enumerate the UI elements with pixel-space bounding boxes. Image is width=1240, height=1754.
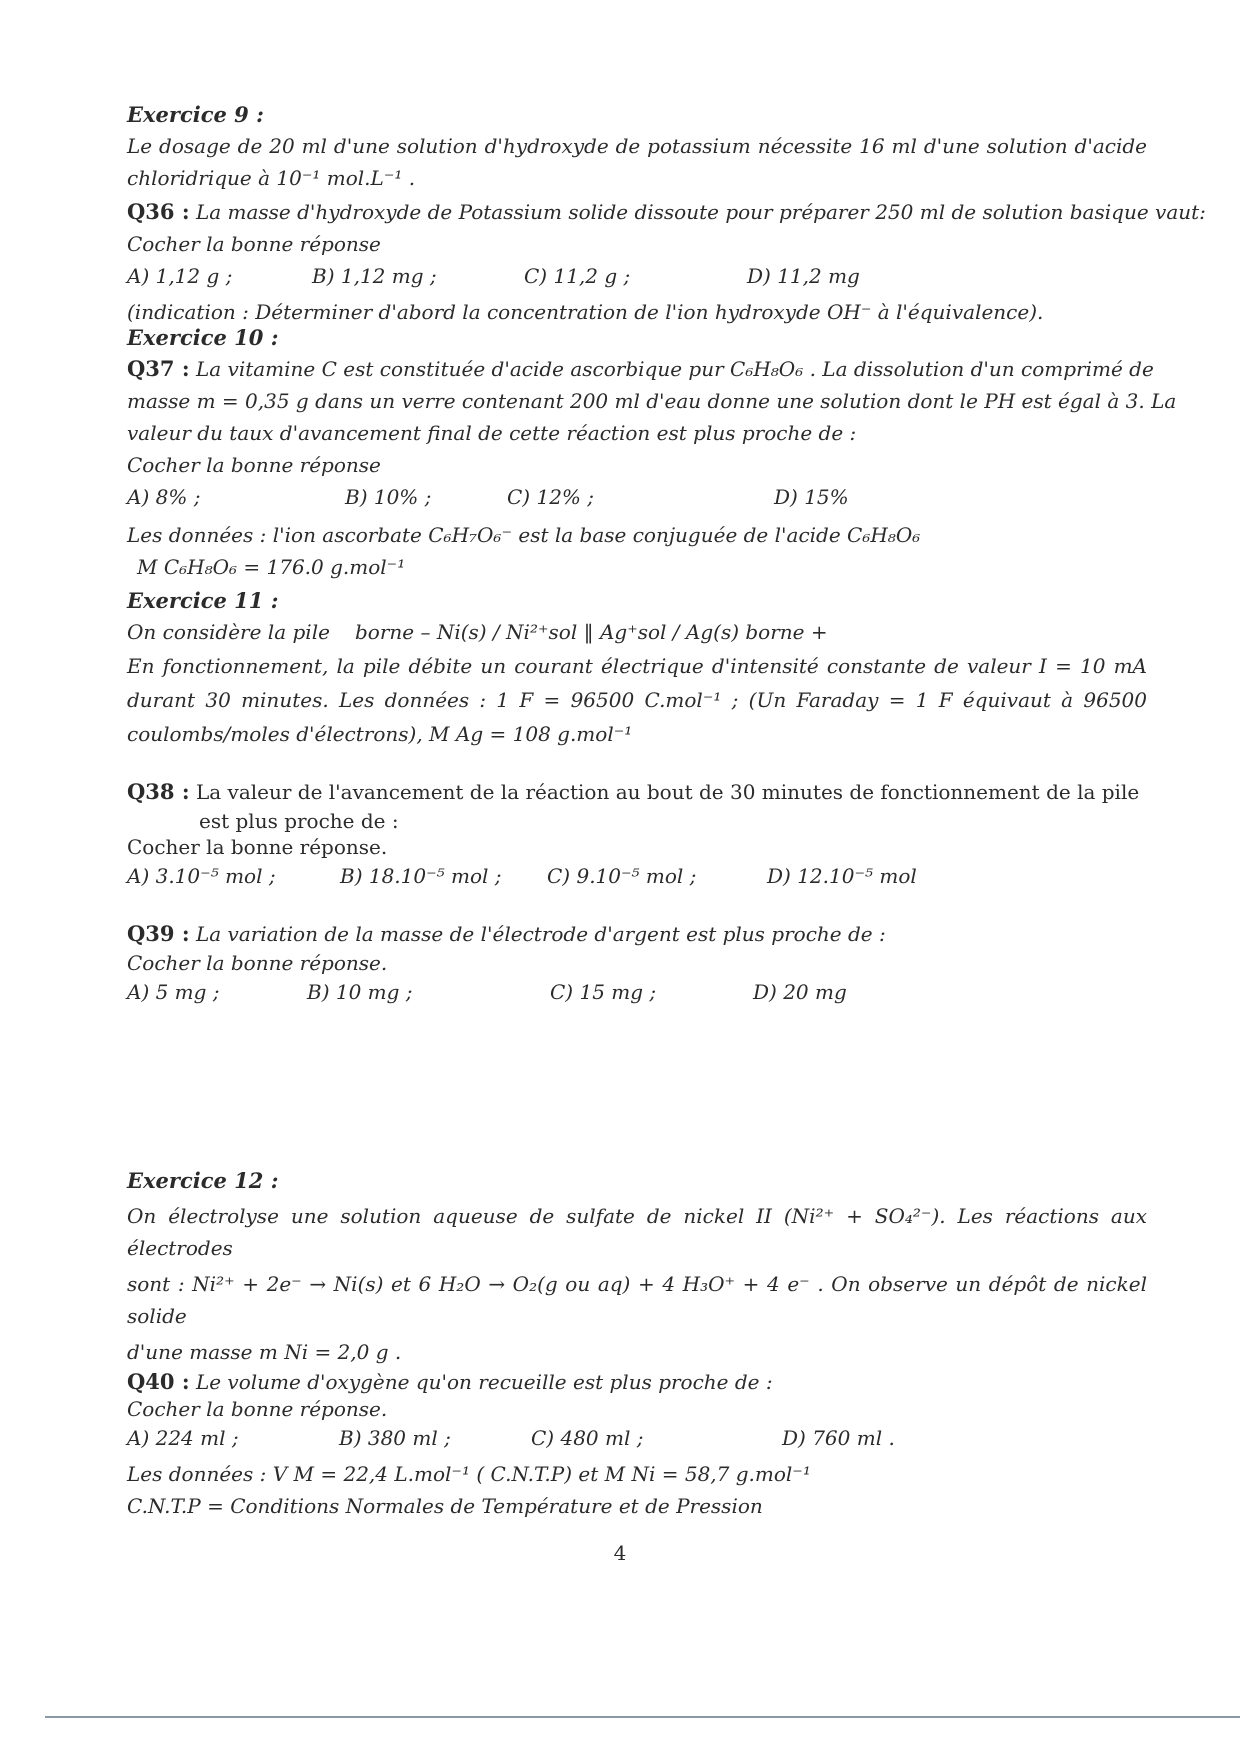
question-36-text: La masse d'hydroxyde de Potassium solide dissoute pour préparer 250 ml de solution basique vaut: [195, 200, 1206, 224]
choice-d[interactable]: D) 12.10⁻⁵ mol [767, 864, 917, 888]
question-36-label: Q36 : [127, 199, 190, 224]
question-37-text-1: La vitamine C est constituée d'acide ascorbique pur C₆H₈O₆ . La dissolution d'un comprimé de [195, 357, 1154, 381]
exercise-10-data-2: M C₆H₈O₆ = 176.0 g.mol⁻¹ [137, 555, 406, 579]
exercise-12-line-3: d'une masse m Ni = 2,0 g . [127, 1340, 402, 1364]
exercise-11-pile [127, 616, 1147, 648]
choice-a[interactable]: A) 8% ; [127, 485, 201, 509]
choice-b[interactable]: B) 18.10⁻⁵ mol ; [340, 864, 502, 888]
exercise-9-title: Exercice 9 : [127, 102, 264, 127]
choice-c[interactable]: C) 480 ml ; [531, 1426, 644, 1450]
question-36-instruction: Cocher la bonne réponse [127, 232, 381, 256]
choice-a[interactable]: A) 224 ml ; [127, 1426, 239, 1450]
exercise-11-para-3: coulombs/moles d'électrons), M Ag = 108 g.mol⁻¹ [127, 722, 633, 746]
exercise-12 [127, 1166, 1147, 1522]
question-37-text-2: masse m = 0,35 g dans un verre contenant 200 ml d'eau donne une solution dont le PH est égal à 3. La [127, 389, 1177, 413]
question-37-instruction: Cocher la bonne réponse [127, 453, 381, 477]
exercise-9-stem-line-1: Le dosage de 20 ml d'une solution d'hydroxyde de potassium nécessite 16 ml d'une solution d'acide [127, 134, 1147, 158]
question-40-instruction: Cocher la bonne réponse. [127, 1397, 388, 1421]
question-39 [127, 918, 1147, 950]
question-37-choices [127, 481, 1147, 513]
exercise-11-para-2: durant 30 minutes. Les données : 1 F = 96500 C.mol⁻¹ ; (Un Faraday = 1 F équivaut à 96500 [127, 688, 1147, 712]
exercise-11 [127, 586, 1147, 1008]
choice-a[interactable]: A) 5 mg ; [127, 980, 220, 1004]
exercise-10-data-1: Les données : l'ion ascorbate C₆H₇O₆⁻ est la base conjuguée de l'acide C₆H₈O₆ [127, 523, 921, 547]
question-40-text: Le volume d'oxygène qu'on recueille est plus proche de : [195, 1370, 773, 1394]
exercise-11-para-1: En fonctionnement, la pile débite un courant électrique d'intensité constante de valeur I = 10 mA [127, 654, 1147, 678]
exercise-12-data-2: C.N.T.P = Conditions Normales de Température et de Pression [127, 1494, 763, 1518]
choice-c[interactable]: C) 11,2 g ; [524, 264, 631, 288]
question-38-instruction: Cocher la bonne réponse. [127, 835, 388, 859]
exercise-12-data-1: Les données : V M = 22,4 L.mol⁻¹ ( C.N.T.P) et M Ni = 58,7 g.mol⁻¹ [127, 1462, 811, 1486]
exercise-12-line-2: sont : Ni²⁺ + 2e⁻ → Ni(s) et 6 H₂O → O₂(g ou aq) + 4 H₃O⁺ + 4 e⁻ . On observe un dépôt de nickel solide [127, 1272, 1147, 1328]
question-36-choices [127, 260, 1147, 292]
bottom-divider [45, 1716, 1240, 1718]
question-40-choices [127, 1422, 1147, 1454]
choice-c[interactable]: C) 9.10⁻⁵ mol ; [547, 864, 697, 888]
choice-b[interactable]: B) 10% ; [345, 485, 432, 509]
question-39-choices [127, 976, 1147, 1008]
question-36 [127, 196, 1206, 228]
question-38-label: Q38 : [127, 779, 190, 804]
exercise-12-title: Exercice 12 : [127, 1168, 279, 1193]
exercise-10-title: Exercice 10 : [127, 325, 279, 350]
question-40-label: Q40 : [127, 1369, 190, 1394]
question-38-text-2: est plus proche de : [199, 809, 399, 833]
exercise-12-line-1: On électrolyse une solution aqueuse de sulfate de nickel II (Ni²⁺ + SO₄²⁻). Les réactions aux électrodes [127, 1204, 1147, 1260]
question-37-text-3: valeur du taux d'avancement final de cette réaction est plus proche de : [127, 421, 857, 445]
choice-d[interactable]: D) 11,2 mg [747, 264, 860, 288]
choice-b[interactable]: B) 1,12 mg ; [312, 264, 437, 288]
page-number: 4 [613, 1541, 627, 1565]
question-38-text-1: La valeur de l'avancement de la réaction au bout de 30 minutes de fonctionnement de la pile [195, 780, 1140, 804]
choice-b[interactable]: B) 380 ml ; [339, 1426, 451, 1450]
question-36-hint: (indication : Déterminer d'abord la concentration de l'ion hydroxyde OH⁻ à l'équivalence). [127, 300, 1044, 324]
question-40 [127, 1368, 1147, 1396]
exercise-11-title: Exercice 11 : [127, 588, 279, 613]
choice-b[interactable]: B) 10 mg ; [307, 980, 413, 1004]
choice-d[interactable]: D) 15% [774, 485, 849, 509]
question-39-instruction: Cocher la bonne réponse. [127, 951, 388, 975]
choice-a[interactable]: A) 3.10⁻⁵ mol ; [127, 864, 276, 888]
choice-c[interactable]: C) 15 mg ; [550, 980, 657, 1004]
exercise-10 [127, 323, 1177, 583]
choice-d[interactable]: D) 760 ml . [782, 1426, 895, 1450]
pile-intro: On considère la pile [127, 620, 330, 644]
question-38 [127, 776, 1147, 808]
pile-notation: borne – Ni(s) / Ni²⁺sol ‖ Ag⁺sol / Ag(s) borne + [355, 620, 828, 644]
choice-c[interactable]: C) 12% ; [507, 485, 595, 509]
exercise-9-stem-line-2: chloridrique à 10⁻¹ mol.L⁻¹ . [127, 166, 416, 190]
choice-d[interactable]: D) 20 mg [753, 980, 847, 1004]
exercise-9 [127, 100, 1206, 328]
choice-a[interactable]: A) 1,12 g ; [127, 264, 233, 288]
question-38-choices [127, 860, 1147, 892]
question-37-label: Q37 : [127, 356, 190, 381]
question-39-label: Q39 : [127, 921, 190, 946]
question-37 [127, 353, 1154, 385]
question-39-text: La variation de la masse de l'électrode d'argent est plus proche de : [195, 922, 886, 946]
